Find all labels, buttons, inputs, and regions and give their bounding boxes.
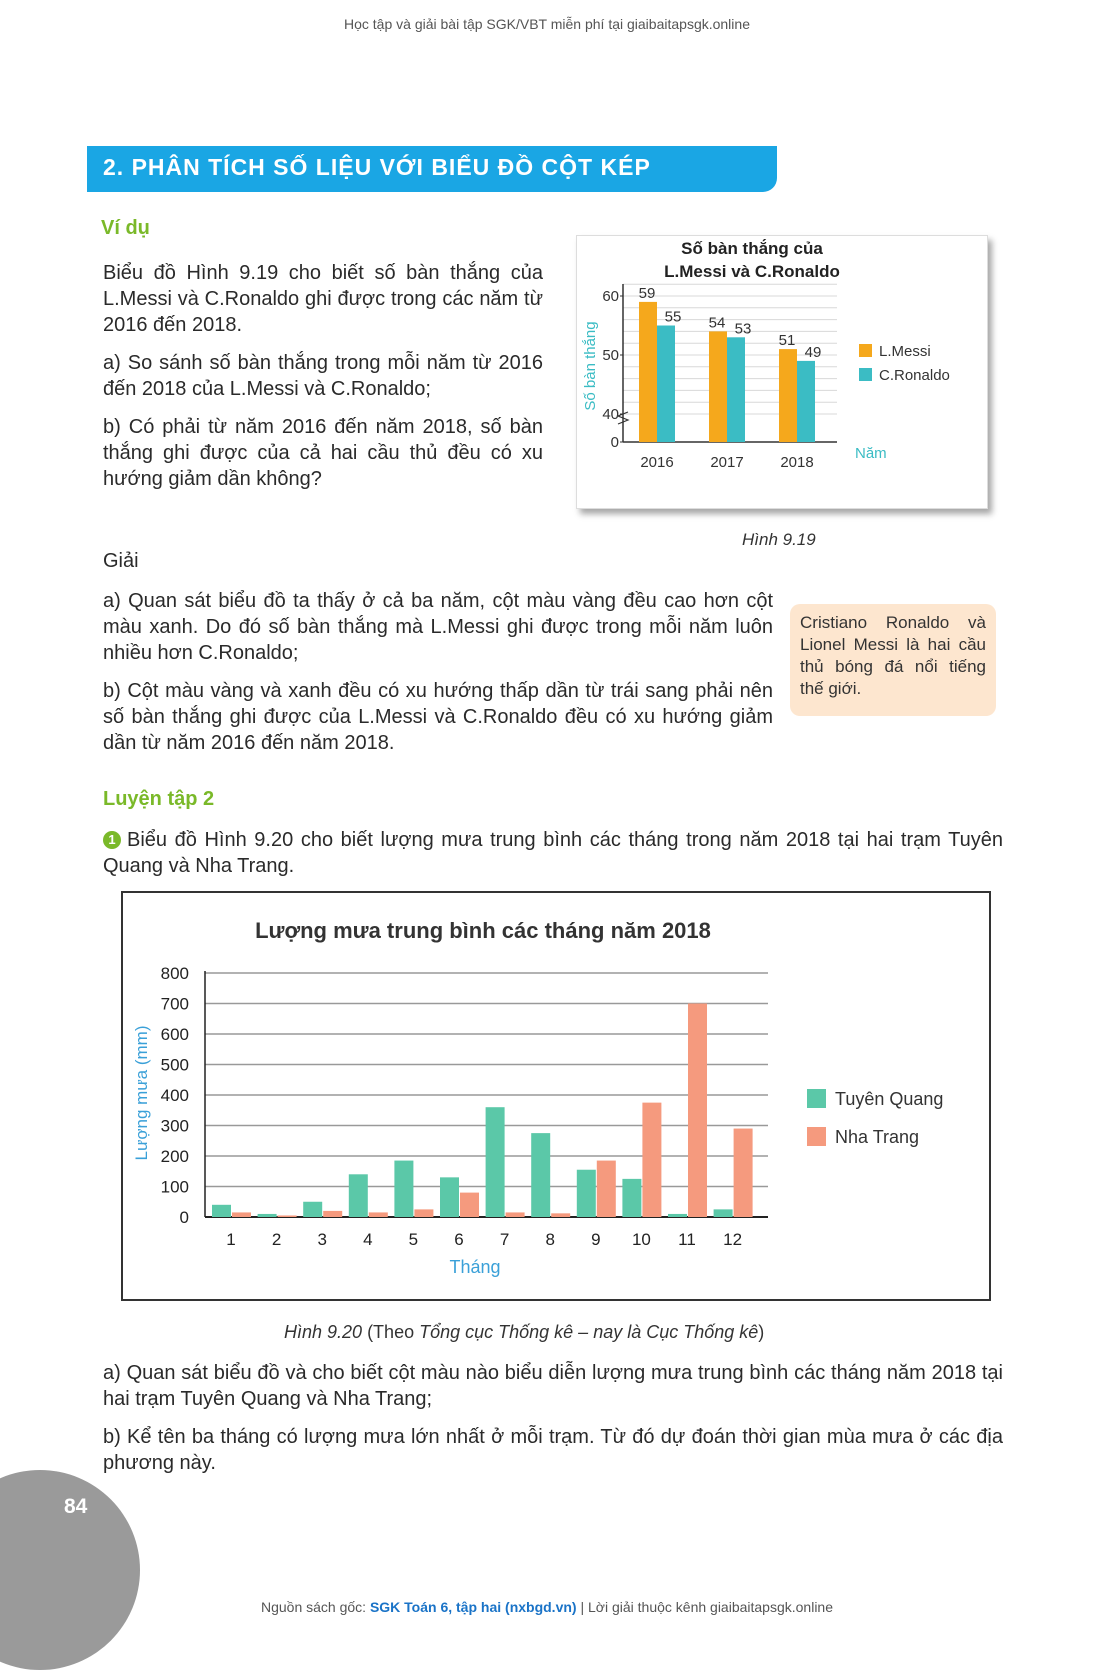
figure2-caption-mid: (Theo — [362, 1322, 420, 1342]
chart1-x-tick: 2016 — [640, 454, 674, 471]
info-note: Cristiano Ronaldo và Lionel Messi là hai cầu thủ bóng đá nổi tiếng thế giới. — [790, 604, 996, 716]
chart2-legend-label: Nha Trang — [835, 1127, 920, 1147]
chart2-bar-nha-trang — [551, 1213, 570, 1217]
chart2-legend-label: Tuyên Quang — [835, 1089, 944, 1109]
chart1-bar-messi — [709, 331, 727, 442]
page-footer — [0, 1599, 1094, 1615]
chart2-x-tick: 9 — [591, 1230, 601, 1249]
figure1-caption: Hình 9.19 — [742, 530, 816, 549]
practice-intro — [103, 827, 1003, 879]
footer-suffix: | Lời giải thuộc kênh giaibaitapsgk.online — [576, 1599, 834, 1615]
solution-text — [103, 588, 773, 768]
chart2-bar-tuyen-quang — [303, 1202, 322, 1217]
figure2-caption-prefix: Hình 9.20 — [284, 1322, 363, 1342]
chart1-x-label: Năm — [855, 445, 887, 462]
figure2-caption-end: ) — [758, 1322, 765, 1342]
chart1-data-label: 51 — [778, 332, 796, 350]
chart2-bar-tuyen-quang — [258, 1214, 277, 1217]
messi-ronaldo-chart-svg — [577, 236, 987, 508]
chart1-bar-ronaldo — [727, 337, 745, 442]
chart2-bar-tuyen-quang — [212, 1205, 231, 1217]
chart1-x-tick: 2017 — [710, 454, 744, 471]
example-text — [103, 260, 543, 504]
chart2-bar-tuyen-quang — [531, 1133, 550, 1217]
chart2-bar-nha-trang — [278, 1215, 297, 1217]
chart2-bar-tuyen-quang — [349, 1174, 368, 1217]
example-heading: Ví dụ — [101, 217, 150, 239]
chart2-bar-nha-trang — [460, 1193, 479, 1217]
chart1-title-line: L.Messi và C.Ronaldo — [664, 262, 840, 281]
chart1-y-tick: 40 — [602, 406, 619, 423]
page-header: Học tập và giải bài tập SGK/VBT miễn phí tại giaibaitapsgk.online — [344, 16, 750, 32]
chart2-x-tick: 6 — [454, 1230, 464, 1249]
solution-a: a) Quan sát biểu đồ ta thấy ở cả ba năm, cột màu vàng đều cao hơn cột màu xanh. Do đó số bàn thắng mà L.Messi ghi được trong mỗi năm luôn nhiều hơn C.Ronaldo; — [103, 590, 773, 664]
chart1-bar-messi — [779, 349, 797, 442]
practice-heading: Luyện tập 2 — [103, 788, 215, 810]
chart2-x-tick: 5 — [408, 1230, 419, 1249]
chart1-data-label: 54 — [708, 314, 726, 332]
chart2-x-tick: 3 — [317, 1230, 327, 1249]
chart2-x-tick: 11 — [678, 1230, 696, 1249]
chart2-bar-tuyen-quang — [486, 1107, 505, 1217]
questions — [103, 1360, 1003, 1488]
practice-bullet: 1 — [103, 831, 121, 849]
chart2-x-tick: 7 — [499, 1230, 510, 1249]
example-question-a: a) So sánh số bàn thắng trong mỗi năm từ 2016 đến 2018 của L.Messi và C.Ronaldo; — [103, 352, 543, 400]
chart1-y-label: Số bàn thắng — [582, 321, 599, 411]
rainfall-chart — [121, 891, 991, 1301]
question-b: b) Kể tên ba tháng có lượng mưa lớn nhất ở mỗi trạm. Từ đó dự đoán thời gian mùa mưa ở các địa phương này. — [103, 1426, 1003, 1474]
example-paragraph: Biểu đồ Hình 9.19 cho biết số bàn thắng của L.Messi và C.Ronaldo ghi được trong các năm từ 2016 đến 2018. — [103, 262, 543, 336]
messi-ronaldo-chart — [576, 235, 988, 509]
chart2-x-tick: 8 — [545, 1230, 555, 1249]
chart2-bar-nha-trang — [323, 1211, 342, 1217]
chart1-bar-messi — [639, 302, 657, 442]
chart2-bar-nha-trang — [369, 1212, 388, 1217]
figure2-caption-source: Tổng cục Thống kê – nay là Cục Thống kê — [419, 1322, 759, 1342]
chart2-y-tick: 400 — [160, 1086, 189, 1105]
chart2-bar-tuyen-quang — [440, 1177, 459, 1217]
chart1-y-tick: 0 — [610, 434, 619, 451]
solution-heading: Giải — [103, 550, 139, 572]
chart2-y-tick: 300 — [160, 1116, 189, 1136]
practice-intro-text: Biểu đồ Hình 9.20 cho biết lượng mưa trung bình các tháng trong năm 2018 tại hai trạm Tuyên Quang và Nha Trang. — [103, 829, 1003, 877]
chart2-bar-nha-trang — [506, 1212, 525, 1217]
chart2-y-tick: 100 — [160, 1177, 189, 1197]
footer-book-link[interactable]: SGK Toán 6, tập hai (nxbgd.vn) — [369, 1599, 577, 1615]
chart2-bar-nha-trang — [597, 1161, 616, 1217]
chart2-bar-tuyen-quang — [577, 1170, 596, 1217]
chart2-y-tick: 600 — [160, 1025, 189, 1044]
page-number: 84 — [64, 1495, 88, 1518]
chart2-y-tick: 500 — [160, 1055, 189, 1075]
figure2-caption — [284, 1322, 764, 1343]
chart2-y-tick: 700 — [160, 994, 189, 1014]
chart1-legend-swatch — [859, 368, 872, 381]
chart2-bar-nha-trang — [642, 1103, 661, 1217]
chart2-bar-nha-trang — [734, 1129, 753, 1217]
chart1-data-label: 59 — [638, 284, 656, 302]
chart2-x-tick: 2 — [271, 1230, 282, 1249]
chart2-bar-nha-trang — [688, 1004, 707, 1218]
chart1-title-line: Số bàn thắng của — [681, 239, 823, 258]
chart2-legend-swatch — [807, 1089, 826, 1108]
chart1-legend-label: C.Ronaldo — [879, 367, 950, 384]
chart2-y-label: Lượng mưa (mm) — [132, 1025, 151, 1161]
chart2-x-tick: 1 — [226, 1230, 236, 1249]
chart1-y-tick: 60 — [602, 288, 619, 305]
chart1-data-label: 55 — [664, 308, 682, 326]
chart1-legend-label: L.Messi — [879, 343, 931, 360]
chart2-bar-tuyen-quang — [622, 1179, 641, 1217]
chart1-data-label: 53 — [734, 320, 752, 338]
chart2-x-label: Tháng — [449, 1257, 501, 1277]
solution-b: b) Cột màu vàng và xanh đều có xu hướng thấp dần từ trái sang phải nên số bàn thắng ghi được của L.Messi và C.Ronaldo đều có xu hướng giảm dần từ năm 2016 đến năm 2018. — [103, 680, 773, 754]
footer-prefix: Nguồn sách gốc: — [260, 1599, 370, 1615]
chart2-bar-nha-trang — [414, 1209, 433, 1217]
chart1-x-tick: 2018 — [780, 454, 814, 471]
rainfall-chart-svg — [123, 893, 989, 1299]
chart2-y-tick: 0 — [179, 1208, 189, 1227]
chart1-bar-ronaldo — [797, 361, 815, 442]
chart1-bar-ronaldo — [657, 326, 675, 443]
chart2-bar-tuyen-quang — [714, 1209, 733, 1217]
chart1-data-label: 49 — [804, 343, 822, 361]
question-a: a) Quan sát biểu đồ và cho biết cột màu nào biểu diễn lượng mưa trung bình các tháng năm 2018 tại hai trạm Tuyên Quang và Nha Trang; — [103, 1362, 1003, 1410]
chart2-x-tick: 10 — [631, 1230, 651, 1249]
chart1-y-tick: 50 — [602, 347, 619, 364]
chart2-bar-nha-trang — [232, 1212, 251, 1217]
chart2-x-tick: 4 — [363, 1230, 373, 1249]
chart1-legend-swatch — [859, 344, 872, 357]
chart2-y-tick: 800 — [160, 964, 189, 983]
chart2-bar-tuyen-quang — [668, 1214, 687, 1217]
chart2-bar-tuyen-quang — [394, 1161, 413, 1217]
chart2-title: Lượng mưa trung bình các tháng năm 2018 — [255, 918, 711, 943]
example-question-b: b) Có phải từ năm 2016 đến năm 2018, số bàn thắng ghi được của cả hai cầu thủ đều có xu hướng giảm dần không? — [103, 416, 543, 490]
chart2-y-tick: 200 — [160, 1147, 189, 1166]
section-title: 2. PHÂN TÍCH SỐ LIỆU VỚI BIỂU ĐỒ CỘT KÉP — [103, 154, 651, 180]
chart2-legend-swatch — [807, 1127, 826, 1146]
chart2-x-tick: 12 — [723, 1230, 743, 1249]
